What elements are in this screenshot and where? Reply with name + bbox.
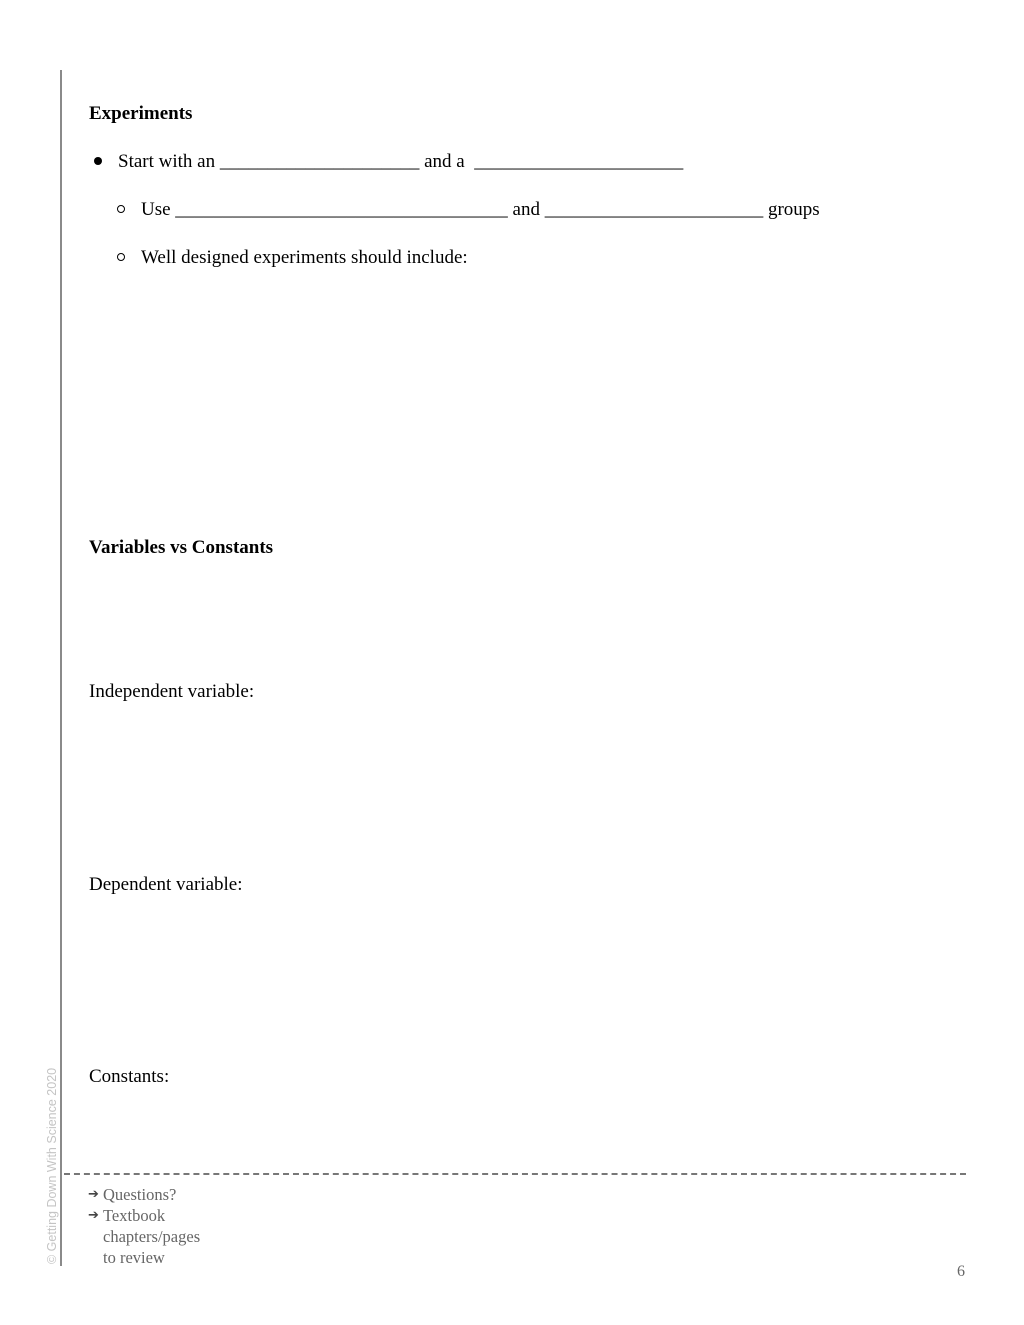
copyright-text: © Getting Down With Science 2020	[45, 1067, 59, 1264]
margin-line	[60, 70, 62, 1266]
dependent-variable-label: Dependent variable:	[89, 874, 243, 895]
note-item-continued	[88, 1247, 200, 1268]
experiments-line-use: Use ___________________________________ and _______________________ groups	[141, 199, 820, 220]
note-textbook: Textbook	[103, 1206, 166, 1225]
sub-bullet-icon	[117, 205, 125, 213]
note-questions: Questions?	[103, 1185, 177, 1204]
notes-section	[88, 1184, 200, 1268]
sub-bullet-icon	[117, 253, 125, 261]
note-item-continued	[88, 1226, 200, 1247]
notes-divider	[64, 1173, 966, 1175]
note-textbook-cont: chapters/pages	[103, 1227, 201, 1246]
note-textbook-cont2: to review	[103, 1248, 165, 1267]
arrow-right-icon: ➔	[88, 1187, 99, 1202]
experiments-line-start: Start with an _____________________ and a ______________________	[118, 151, 684, 172]
experiments-heading: Experiments	[89, 103, 193, 124]
note-item	[88, 1205, 200, 1226]
arrow-right-icon: ➔	[88, 1208, 99, 1223]
note-item	[88, 1184, 200, 1205]
independent-variable-label: Independent variable:	[89, 681, 255, 702]
page-number: 6	[957, 1263, 965, 1280]
constants-label: Constants:	[89, 1066, 170, 1087]
variables-heading: Variables vs Constants	[89, 537, 274, 558]
experiments-line-include: Well designed experiments should include:	[141, 247, 468, 268]
bullet-icon	[94, 157, 102, 165]
